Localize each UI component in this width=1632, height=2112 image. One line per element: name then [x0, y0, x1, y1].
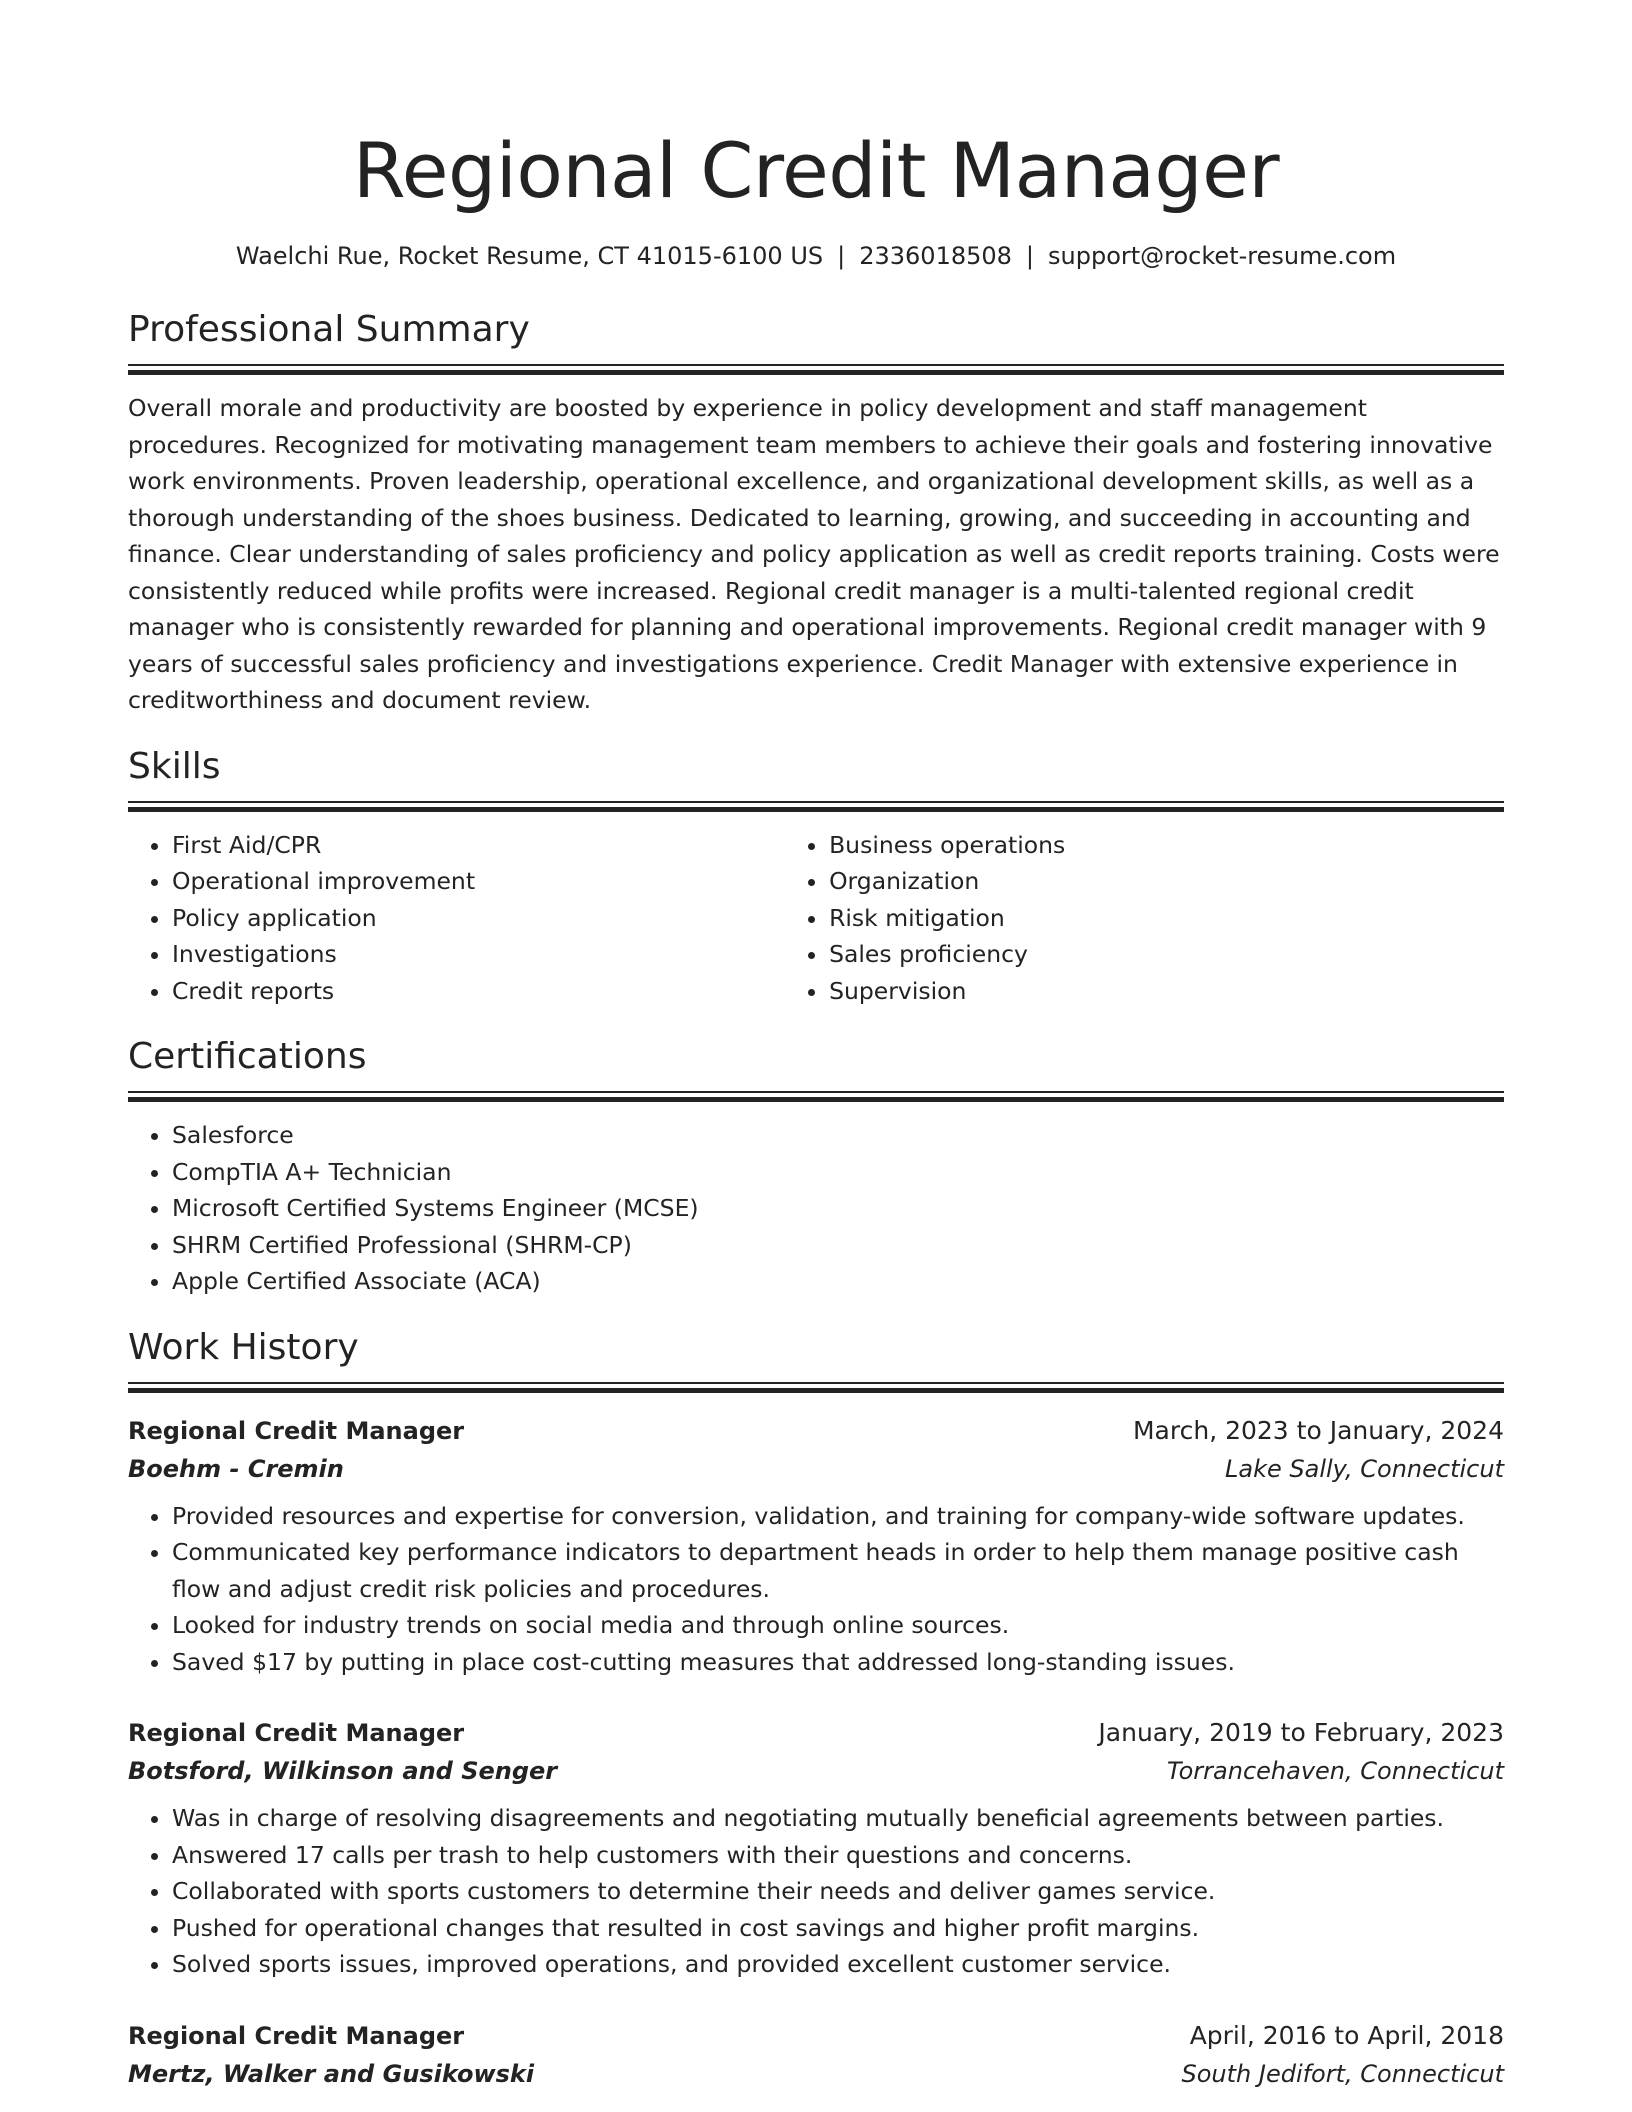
- certification-item: • Microsoft Certified Systems Engineer (MCSE): [172, 1190, 1504, 1227]
- job-bullets: [128, 1498, 1504, 1681]
- job-location: South Jedifort, Connecticut: [1181, 2059, 1504, 2088]
- job-bullet: • Pushed for operational changes that resulted in cost savings and higher profit margins.: [172, 1910, 1504, 1947]
- certification-item: • SHRM Certified Professional (SHRM-CP): [172, 1227, 1504, 1264]
- job-entry: [128, 1412, 1504, 1681]
- certification-item: • Salesforce: [172, 1117, 1504, 1154]
- job-bullet: • Communicated key performance indicators to department heads in order to help them manage positive cash flow and adjust credit risk policies and procedures.: [172, 1534, 1504, 1607]
- section-divider: [128, 1091, 1504, 1105]
- job-bullet: • Was in charge of resolving disagreements and negotiating mutually beneficial agreements between parties.: [172, 1800, 1504, 1837]
- certifications-section: [128, 1035, 1504, 1300]
- job-dates: January, 2019 to February, 2023: [1098, 1718, 1504, 1747]
- resume-page: [128, 0, 1504, 2093]
- contact-line: [128, 238, 1504, 274]
- certification-item: • CompTIA A+ Technician: [172, 1154, 1504, 1191]
- skill-item: • Operational improvement: [172, 863, 785, 900]
- job-bullet: • Looked for industry trends on social media and through online sources.: [172, 1607, 1504, 1644]
- summary-text: Overall morale and productivity are boosted by experience in policy development and staff management procedures. Recognized for motivating management team members to achieve their goals and fostering innovative work environments. Proven leadership, operational excellence, and organizational development skills, as well as a thorough understanding of the shoes business. Dedicated to learning, growing, and succeeding in accounting and finance. Clear understanding of sales proficiency and policy application as well as credit reports training. Costs were consistently reduced while profits were increased. Regional credit manager is a multi-talented regional credit manager who is consistently rewarded for planning and operational improvements. Regional credit manager with 9 years of successful sales proficiency and investigations experience. Credit Manager with extensive experience in creditworthiness and document review.: [128, 394, 1500, 714]
- certification-item: • Apple Certified Associate (ACA): [172, 1263, 1504, 1300]
- job-dates: March, 2023 to January, 2024: [1132, 1415, 1504, 1445]
- work-history-section: [128, 1326, 1504, 2093]
- section-divider: [128, 364, 1504, 378]
- section-divider: [128, 801, 1504, 815]
- section-divider: [128, 1382, 1504, 1396]
- job-title: Regional Credit Manager: [128, 1416, 465, 1445]
- skills-columns: [128, 827, 1504, 1010]
- skill-item: • Supervision: [829, 973, 1504, 1010]
- skill-item: • Business operations: [829, 827, 1504, 864]
- contact-address: Waelchi Rue, Rocket Resume, CT 41015-6100 US: [235, 242, 824, 270]
- job-bullet: • Solved sports issues, improved operations, and provided excellent customer service.: [172, 1946, 1504, 1983]
- job-bullet: • Provided resources and expertise for conversion, validation, and training for company-wide software updates.: [172, 1498, 1504, 1535]
- job-dates: April, 2016 to April, 2018: [1189, 2020, 1504, 2050]
- skill-item: • Organization: [829, 863, 1504, 900]
- skills-section: [128, 745, 1504, 1010]
- resume-title: Regional Credit Manager: [352, 126, 1280, 215]
- section-title-summary: Professional Summary: [128, 309, 530, 350]
- skills-right-list: [785, 827, 1504, 1010]
- section-title-work-history: Work History: [128, 1326, 359, 1368]
- summary-section: [128, 308, 1504, 719]
- contact-email: support@rocket-resume.com: [1048, 242, 1397, 270]
- contact-phone: 2336018508: [859, 242, 1012, 270]
- skill-item: • Risk mitigation: [829, 900, 1504, 937]
- skill-item: • Investigations: [172, 936, 785, 973]
- job-company: Botsford, Wilkinson and Senger: [128, 1757, 558, 1785]
- section-title-skills: Skills: [128, 745, 221, 787]
- job-entry: [128, 1714, 1504, 1983]
- job-location: Lake Sally, Connecticut: [1225, 1454, 1504, 1483]
- job-location: Torrancehaven, Connecticut: [1166, 1757, 1504, 1785]
- job-entry: [128, 2017, 1504, 2093]
- job-title: Regional Credit Manager: [128, 2021, 465, 2050]
- skill-item: • Credit reports: [172, 973, 785, 1010]
- job-bullet: • Collaborated with sports customers to determine their needs and deliver games service.: [172, 1873, 1504, 1910]
- job-bullet: • Answered 17 calls per trash to help customers with their questions and concerns.: [172, 1837, 1504, 1874]
- job-title: Regional Credit Manager: [128, 1719, 465, 1747]
- skill-item: • First Aid/CPR: [172, 827, 785, 864]
- contact-separator: |: [1025, 242, 1035, 270]
- section-title-certifications: Certifications: [128, 1036, 367, 1077]
- skill-item: • Policy application: [172, 900, 785, 937]
- contact-separator: |: [837, 242, 846, 270]
- job-company: Boehm - Cremin: [128, 1454, 344, 1483]
- skills-left-list: [128, 827, 785, 1010]
- job-bullet: • Saved $17 by putting in place cost-cutting measures that addressed long-standing issues.: [172, 1644, 1504, 1681]
- job-company: Mertz, Walker and Gusikowski: [128, 2059, 535, 2088]
- job-bullets: [128, 1800, 1504, 1983]
- certifications-list: [128, 1117, 1504, 1300]
- skill-item: • Sales proficiency: [829, 936, 1504, 973]
